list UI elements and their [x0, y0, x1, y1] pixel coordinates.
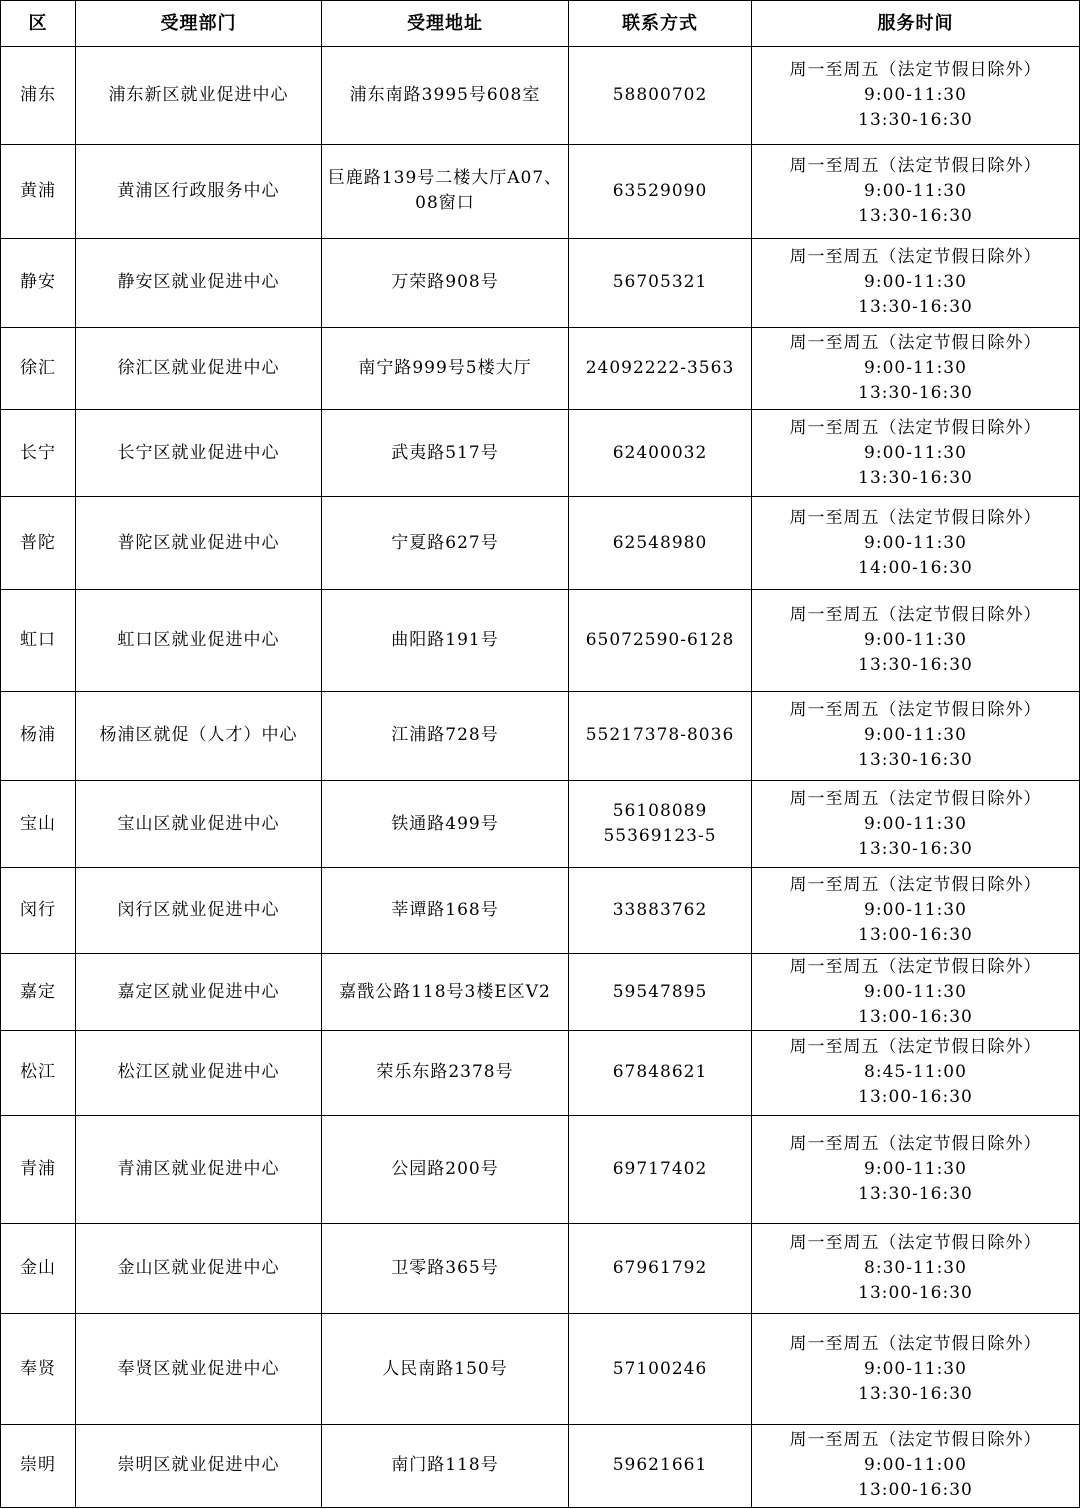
- service-hours-cell: [752, 954, 1080, 1030]
- address-cell-line: 宁夏路627号: [391, 532, 499, 553]
- service-hours-cell-line: 周一至周五（法定节假日除外）: [789, 1233, 1042, 1254]
- contact-cell-line: 56108089: [612, 801, 708, 822]
- service-hours-cell-line: 周一至周五（法定节假日除外）: [789, 1333, 1042, 1354]
- table-row: [1, 1224, 1080, 1314]
- header-department: 受理部门: [76, 1, 322, 47]
- address-cell-line: 08窗口: [415, 193, 475, 214]
- address-cell: [322, 497, 569, 590]
- department-cell: 崇明区就业促进中心: [76, 1424, 322, 1507]
- service-hours-cell-line: 9:00-11:30: [864, 272, 967, 293]
- service-hours-cell-line: 9:00-11:30: [864, 180, 967, 201]
- table-row: [1, 145, 1080, 238]
- address-cell: [322, 47, 569, 145]
- service-hours-cell-line: 13:30-16:30: [858, 297, 973, 318]
- address-cell: [322, 780, 569, 867]
- address-cell: [322, 1424, 569, 1507]
- service-hours-cell-line: 13:30-16:30: [858, 750, 973, 771]
- service-hours-cell: [752, 1224, 1080, 1314]
- service-hours-cell-line: 13:30-16:30: [858, 1383, 973, 1404]
- table-row: [1, 1030, 1080, 1115]
- service-hours-cell-line: 周一至周五（法定节假日除外）: [789, 507, 1042, 528]
- service-hours-cell-line: 9:00-11:30: [864, 1358, 967, 1379]
- district-cell: 松江: [1, 1030, 76, 1115]
- service-hours-cell-line: 13:00-16:30: [858, 1006, 973, 1027]
- service-hours-cell-line: 周一至周五（法定节假日除外）: [789, 332, 1042, 353]
- district-cell: 浦东: [1, 47, 76, 145]
- department-cell: 浦东新区就业促进中心: [76, 47, 322, 145]
- service-hours-cell: [752, 238, 1080, 327]
- address-cell-line: 南门路118号: [391, 1455, 499, 1476]
- contact-cell-line: 58800702: [612, 85, 708, 106]
- service-hours-cell: [752, 590, 1080, 691]
- table-row: [1, 409, 1080, 496]
- address-cell-line: 武夷路517号: [391, 442, 499, 463]
- address-cell: [322, 409, 569, 496]
- district-cell: 青浦: [1, 1115, 76, 1223]
- service-hours-cell-line: 13:00-16:30: [858, 1480, 973, 1501]
- contact-cell-line: 67848621: [612, 1062, 708, 1083]
- contact-cell-line: 56705321: [612, 272, 708, 293]
- contact-cell-line: 57100246: [612, 1358, 708, 1379]
- header-contact: 联系方式: [569, 1, 752, 47]
- service-hours-cell: [752, 780, 1080, 867]
- contact-cell: [569, 780, 752, 867]
- service-hours-cell: [752, 1314, 1080, 1424]
- department-cell: 虹口区就业促进中心: [76, 590, 322, 691]
- contact-cell: [569, 1030, 752, 1115]
- contact-cell: [569, 1115, 752, 1223]
- district-cell: 黄浦: [1, 145, 76, 238]
- contact-cell-line: 55217378-8036: [585, 725, 735, 746]
- service-hours-cell-line: 9:00-11:30: [864, 630, 967, 651]
- department-cell: 闵行区就业促进中心: [76, 868, 322, 954]
- service-hours-cell-line: 13:30-16:30: [858, 205, 973, 226]
- department-cell: 嘉定区就业促进中心: [76, 954, 322, 1030]
- contact-cell-line: 33883762: [612, 900, 708, 921]
- service-hours-cell-line: 9:00-11:30: [864, 813, 967, 834]
- contact-cell-line: 59547895: [612, 981, 708, 1002]
- district-cell: 虹口: [1, 590, 76, 691]
- service-hours-cell-line: 9:00-11:00: [864, 1455, 967, 1476]
- department-cell: 杨浦区就促（人才）中心: [76, 691, 322, 780]
- service-hours-cell-line: 9:00-11:30: [864, 357, 967, 378]
- service-hours-cell: [752, 47, 1080, 145]
- address-cell: [322, 868, 569, 954]
- address-cell-line: 嘉戬公路118号3楼E区V2: [339, 981, 551, 1002]
- service-hours-cell-line: 9:00-11:30: [864, 442, 967, 463]
- service-hours-cell-line: 周一至周五（法定节假日除外）: [789, 155, 1042, 176]
- address-cell-line: 莘谭路168号: [391, 900, 499, 921]
- address-cell-line: 公园路200号: [391, 1158, 499, 1179]
- department-cell: 松江区就业促进中心: [76, 1030, 322, 1115]
- service-hours-cell: [752, 868, 1080, 954]
- department-cell: 奉贤区就业促进中心: [76, 1314, 322, 1424]
- contact-cell-line: 59621661: [612, 1455, 708, 1476]
- contact-cell: [569, 691, 752, 780]
- address-cell-line: 江浦路728号: [391, 725, 499, 746]
- service-hours-cell-line: 13:30-16:30: [858, 110, 973, 131]
- district-cell: 杨浦: [1, 691, 76, 780]
- table-row: [1, 780, 1080, 867]
- service-hours-cell-line: 13:30-16:30: [858, 1183, 973, 1204]
- contact-cell-line: 62400032: [612, 442, 708, 463]
- contact-cell-line: 69717402: [612, 1158, 708, 1179]
- table-row: [1, 590, 1080, 691]
- address-cell: [322, 1314, 569, 1424]
- header-district: 区: [1, 1, 76, 47]
- service-hours-cell-line: 周一至周五（法定节假日除外）: [789, 956, 1042, 977]
- header-address: 受理地址: [322, 1, 569, 47]
- service-hours-cell: [752, 409, 1080, 496]
- service-hours-cell-line: 8:45-11:00: [864, 1062, 967, 1083]
- service-hours-cell: [752, 1030, 1080, 1115]
- service-hours-cell-line: 周一至周五（法定节假日除外）: [789, 60, 1042, 81]
- department-cell: 青浦区就业促进中心: [76, 1115, 322, 1223]
- table-row: [1, 1424, 1080, 1507]
- contact-cell-line: 67961792: [612, 1258, 708, 1279]
- contact-cell: [569, 238, 752, 327]
- address-cell: [322, 691, 569, 780]
- header-service-hours: 服务时间: [752, 1, 1080, 47]
- table-row: [1, 238, 1080, 327]
- district-cell: 奉贤: [1, 1314, 76, 1424]
- contact-cell-line: 55369123-5: [603, 826, 717, 847]
- district-cell: 嘉定: [1, 954, 76, 1030]
- address-cell: [322, 1224, 569, 1314]
- service-hours-cell-line: 9:00-11:30: [864, 900, 967, 921]
- contact-cell: [569, 954, 752, 1030]
- service-hours-cell: [752, 1115, 1080, 1223]
- address-cell-line: 浦东南路3995号608室: [349, 85, 541, 106]
- table-row: [1, 327, 1080, 409]
- service-hours-cell-line: 13:30-16:30: [858, 382, 973, 403]
- address-cell: [322, 1115, 569, 1223]
- service-hours-cell-line: 周一至周五（法定节假日除外）: [789, 700, 1042, 721]
- contact-cell-line: 63529090: [612, 180, 708, 201]
- table-row: [1, 497, 1080, 590]
- table-row: [1, 47, 1080, 145]
- district-cell: 长宁: [1, 409, 76, 496]
- address-cell: [322, 590, 569, 691]
- department-cell: 普陀区就业促进中心: [76, 497, 322, 590]
- district-cell: 崇明: [1, 1424, 76, 1507]
- contact-cell: [569, 145, 752, 238]
- contact-cell-line: 24092222-3563: [585, 357, 735, 378]
- service-hours-cell-line: 周一至周五（法定节假日除外）: [789, 417, 1042, 438]
- district-cell: 宝山: [1, 780, 76, 867]
- service-hours-cell: [752, 1424, 1080, 1507]
- service-hours-cell-line: 9:00-11:30: [864, 1158, 967, 1179]
- service-hours-cell-line: 周一至周五（法定节假日除外）: [789, 875, 1042, 896]
- district-cell: 金山: [1, 1224, 76, 1314]
- table-row: [1, 691, 1080, 780]
- department-cell: 徐汇区就业促进中心: [76, 327, 322, 409]
- service-hours-cell-line: 周一至周五（法定节假日除外）: [789, 247, 1042, 268]
- service-hours-cell-line: 9:00-11:30: [864, 532, 967, 553]
- contact-cell: [569, 868, 752, 954]
- service-hours-cell-line: 9:00-11:30: [864, 981, 967, 1002]
- address-cell-line: 荣乐东路2378号: [376, 1062, 514, 1083]
- service-hours-cell-line: 9:00-11:30: [864, 85, 967, 106]
- address-cell: [322, 1030, 569, 1115]
- district-cell: 静安: [1, 238, 76, 327]
- service-hours-cell-line: 周一至周五（法定节假日除外）: [789, 1430, 1042, 1451]
- contact-cell: [569, 1424, 752, 1507]
- service-hours-cell-line: 8:30-11:30: [864, 1258, 967, 1279]
- district-cell: 普陀: [1, 497, 76, 590]
- table-row: [1, 1115, 1080, 1223]
- address-cell: [322, 238, 569, 327]
- table-row: [1, 954, 1080, 1030]
- address-cell: [322, 954, 569, 1030]
- service-hours-cell-line: 13:30-16:30: [858, 467, 973, 488]
- service-hours-cell: [752, 497, 1080, 590]
- contact-cell: [569, 1314, 752, 1424]
- department-cell: 黄浦区行政服务中心: [76, 145, 322, 238]
- service-hours-cell-line: 周一至周五（法定节假日除外）: [789, 788, 1042, 809]
- contact-cell: [569, 590, 752, 691]
- address-cell-line: 南宁路999号5楼大厅: [358, 357, 532, 378]
- service-hours-cell-line: 周一至周五（法定节假日除外）: [789, 605, 1042, 626]
- contact-cell: [569, 497, 752, 590]
- contact-cell-line: 65072590-6128: [585, 630, 735, 651]
- address-cell-line: 曲阳路191号: [391, 630, 499, 651]
- service-hours-cell-line: 14:00-16:30: [858, 557, 973, 578]
- contact-cell: [569, 409, 752, 496]
- service-hours-cell: [752, 327, 1080, 409]
- service-hours-cell-line: 13:30-16:30: [858, 838, 973, 859]
- header-row: [1, 1, 1080, 47]
- department-cell: 金山区就业促进中心: [76, 1224, 322, 1314]
- service-hours-cell: [752, 691, 1080, 780]
- address-cell: [322, 327, 569, 409]
- address-cell-line: 卫零路365号: [391, 1258, 499, 1279]
- service-hours-cell-line: 9:00-11:30: [864, 725, 967, 746]
- service-hours-cell: [752, 145, 1080, 238]
- service-hours-cell-line: 周一至周五（法定节假日除外）: [789, 1133, 1042, 1154]
- district-cell: 徐汇: [1, 327, 76, 409]
- contact-cell: [569, 47, 752, 145]
- department-cell: 宝山区就业促进中心: [76, 780, 322, 867]
- service-hours-cell-line: 周一至周五（法定节假日除外）: [789, 1037, 1042, 1058]
- contact-cell: [569, 327, 752, 409]
- address-cell: [322, 145, 569, 238]
- department-cell: 静安区就业促进中心: [76, 238, 322, 327]
- district-cell: 闵行: [1, 868, 76, 954]
- address-cell-line: 人民南路150号: [382, 1358, 508, 1379]
- service-hours-cell-line: 13:00-16:30: [858, 1087, 973, 1108]
- department-cell: 长宁区就业促进中心: [76, 409, 322, 496]
- service-hours-cell-line: 13:00-16:30: [858, 1283, 973, 1304]
- address-cell-line: 万荣路908号: [391, 272, 499, 293]
- address-cell-line: 巨鹿路139号二楼大厅A07、: [327, 168, 563, 189]
- contact-cell-line: 62548980: [612, 532, 708, 553]
- table-row: [1, 1314, 1080, 1424]
- service-hours-cell-line: 13:30-16:30: [858, 655, 973, 676]
- table-body: [1, 47, 1080, 1508]
- address-cell-line: 铁通路499号: [391, 813, 499, 834]
- service-hours-cell-line: 13:00-16:30: [858, 925, 973, 946]
- table-row: [1, 868, 1080, 954]
- contact-cell: [569, 1224, 752, 1314]
